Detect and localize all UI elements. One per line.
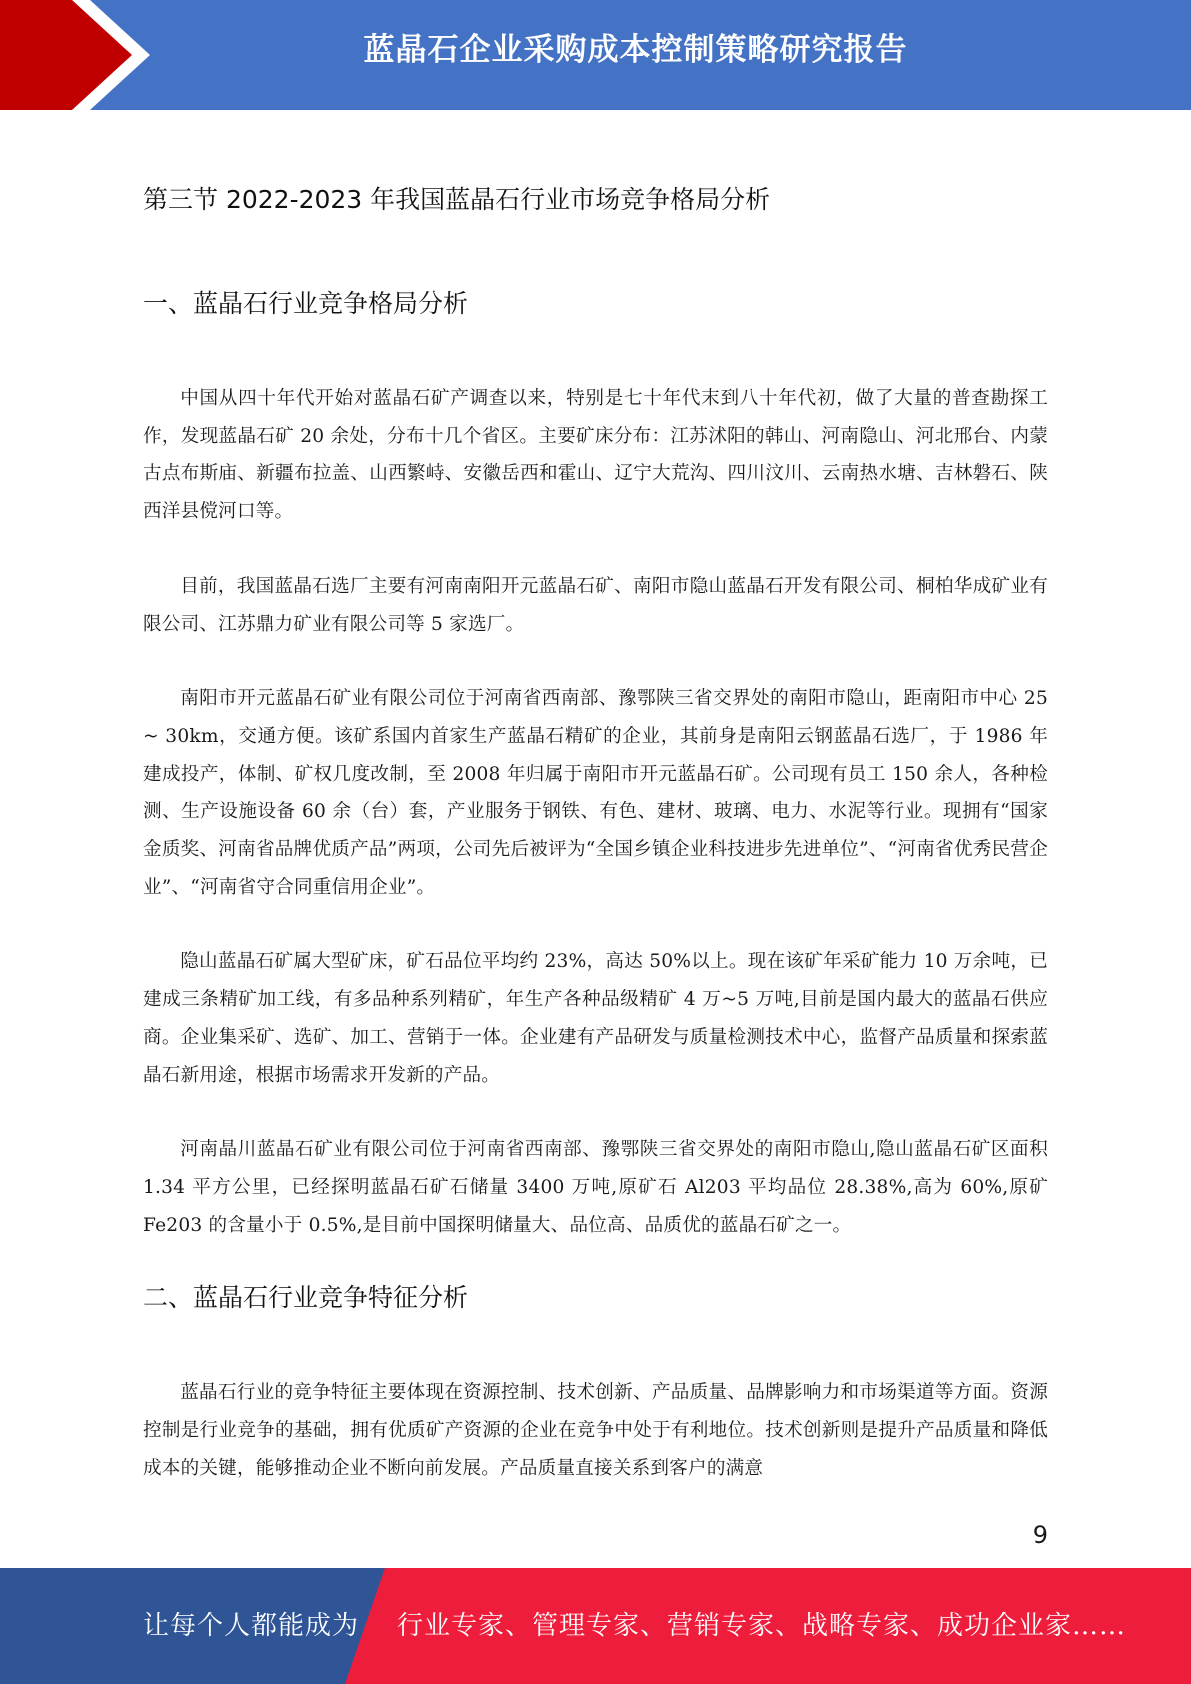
paragraph: 蓝晶石行业的竞争特征主要体现在资源控制、技术创新、产品质量、品牌影响力和市场渠道等方面。资源控制是行业竞争的基础，拥有优质矿产资源的企业在竞争中处于有利地位。技术创新则是提升产品质量和降低成本的关键，能够推动企业不断向前发展。产品质量直接关系到客户的满意 — [143, 1382, 1048, 1479]
page-footer — [0, 1568, 1191, 1684]
header-title: 蓝晶石企业采购成本控制策略研究报告 — [363, 32, 908, 68]
page-number: 9 — [1032, 1521, 1048, 1549]
paragraph: 南阳市开元蓝晶石矿业有限公司位于河南省西南部、豫鄂陕三省交界处的南阳市隐山，距南阳市中心 25 ~ 30km，交通方便。该矿系国内首家生产蓝晶石精矿的企业，其前身是南阳云钢蓝晶石选厂，于 1986 年建成投产，体制、矿权几度改制，至 2008 年归属于南阳市开元蓝晶石矿。公司现有员工 150 余人，各种检测、生产设施设备 60 余（台）套，产业服务于钢铁、有色、建材、玻璃、电力、水泥等行业。现拥有“国家金质奖、河南省品牌优质产品”两项，公司先后被评为“全国乡镇企业科技进步先进单位”、“河南省优秀民营企业”、“河南省守合同重信用企业”。 — [143, 688, 1048, 898]
paragraph: 隐山蓝晶石矿属大型矿床，矿石品位平均约 23%，高达 50%以上。现在该矿年采矿能力 10 万余吨，已建成三条精矿加工线，有多品种系列精矿，年生产各种品级精矿 4 万~5 万吨,目前是国内最大的蓝晶石供应商。企业集采矿、选矿、加工、营销于一体。企业建有产品研发与质量检测技术中心，监督产品质量和探索蓝晶石新用途，根据市场需求开发新的产品。 — [143, 951, 1048, 1086]
main-content — [143, 180, 1048, 1487]
paragraph: 目前，我国蓝晶石选厂主要有河南南阳开元蓝晶石矿、南阳市隐山蓝晶石开发有限公司、桐柏华成矿业有限公司、江苏鼎力矿业有限公司等 5 家选厂。 — [143, 575, 1048, 635]
subsection-title-competition-features: 二、蓝晶石行业竞争特征分析 — [143, 1283, 469, 1313]
subsection-title-competition-pattern: 一、蓝晶石行业竞争格局分析 — [143, 289, 469, 318]
footer-slogan-right: 行业专家、管理专家、营销专家、战略专家、成功企业家…… — [397, 1611, 1127, 1641]
paragraph: 河南晶川蓝晶石矿业有限公司位于河南省西南部、豫鄂陕三省交界处的南阳市隐山,隐山蓝晶石矿区面积 1.34 平方公里，已经探明蓝晶石矿石储量 3400 万吨,原矿石 Al203 平均品位 28.38%,高为 60%,原矿 Fe203 的含量小于 0.5%,是目前中国探明储量大、品位高、品质优的蓝晶石矿之一。 — [143, 1139, 1048, 1236]
footer-slogan-left: 让每个人都能成为 — [143, 1611, 360, 1641]
paragraph: 中国从四十年代开始对蓝晶石矿产调查以来，特别是七十年代末到八十年代初，做了大量的普查勘探工作，发现蓝晶石矿 20 余处，分布十几个省区。主要矿床分布：江苏沭阳的韩山、河南隐山、河北邢台、内蒙古点布斯庙、新疆布拉盖、山西繁峙、安徽岳西和霍山、辽宁大荒沟、四川汶川、云南热水塘、吉林磐石、陕西洋县傥河口等。 — [143, 388, 1048, 523]
page-header — [0, 0, 1191, 110]
section-title: 第三节 2022-2023 年我国蓝晶石行业市场竞争格局分析 — [143, 185, 771, 214]
